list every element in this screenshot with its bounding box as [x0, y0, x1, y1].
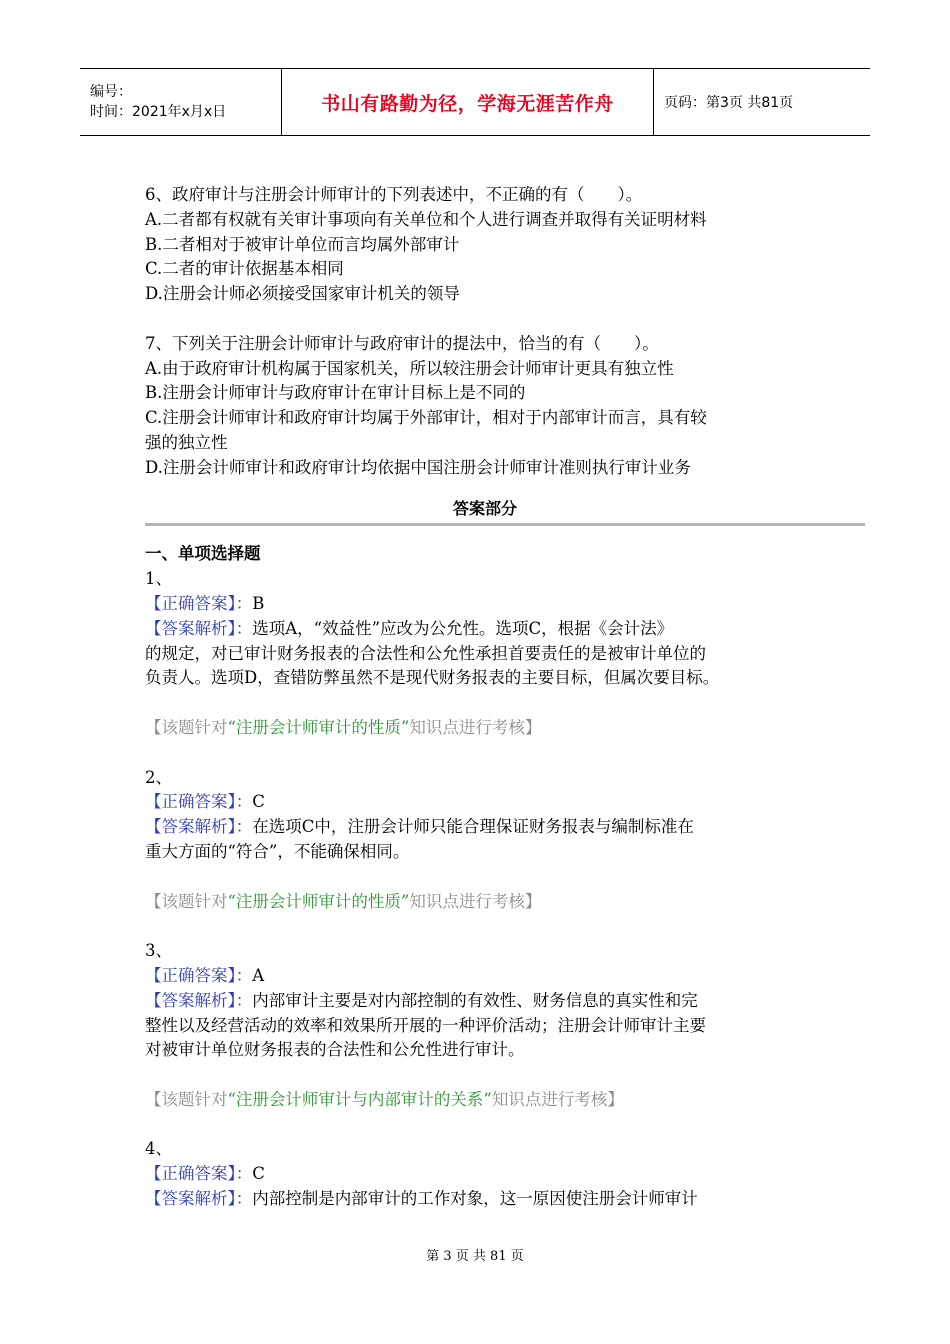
header-left — [80, 69, 282, 135]
number-label: 编号： — [90, 84, 132, 100]
question-option: C.二者的审计依据基本相同 — [145, 259, 344, 279]
analysis-label: 【答案解析】： — [145, 1189, 253, 1209]
note-topic: “注册会计师审计的性质” — [227, 891, 410, 911]
answer-number: 1、 — [145, 569, 172, 589]
motto: 书山有路勤为径，学海无涯苦作舟 — [321, 92, 614, 115]
note-prefix: 【该题针对 — [145, 717, 228, 737]
analysis-label: 【答案解析】： — [145, 990, 253, 1010]
question-option: D.注册会计师审计和政府审计均依据中国注册会计师审计准则执行审计业务 — [145, 457, 691, 477]
question-option: 强的独立性 — [145, 432, 228, 452]
question-option: C.注册会计师审计和政府审计均属于外部审计，相对于内部审计而言，具有较 — [145, 408, 707, 428]
section-divider — [145, 523, 865, 526]
answer-number: 2、 — [145, 767, 172, 787]
answer-number: 3、 — [145, 941, 172, 961]
question-option: D.注册会计师必须接受国家审计机关的领导 — [145, 284, 460, 304]
note-prefix: 【该题针对 — [145, 891, 228, 911]
question-option: A.由于政府审计机构属于国家机关，所以较注册会计师审计更具有独立性 — [145, 358, 674, 378]
correct-answer-label: 【正确答案】： — [145, 965, 253, 985]
analysis-text: 重大方面的“符合”，不能确保相同。 — [145, 841, 410, 861]
answer-section-title: 答案部分 — [452, 498, 517, 518]
page-info: 页码：第3页 共81页 — [664, 95, 794, 111]
analysis-text: 负责人。选项D，查错防弊虽然不是现代财务报表的主要目标，但属次要目标。 — [145, 668, 720, 688]
analysis-text: 的规定，对已审计财务报表的合法性和公允性承担首要责任的是被审计单位的 — [145, 643, 706, 663]
question-option: A.二者都有权就有关审计事项向有关单位和个人进行调查并取得有关证明材料 — [145, 209, 707, 229]
correct-answer-label: 【正确答案】： — [145, 792, 253, 812]
correct-answer: A — [252, 965, 265, 985]
answer-number: 4、 — [145, 1139, 172, 1159]
question-stem: 7、下列关于注册会计师审计与政府审计的提法中，恰当的有（ ）。 — [145, 333, 659, 353]
note-suffix: 知识点进行考核】 — [409, 717, 542, 737]
time-label: 时间：2021年x月x日 — [90, 104, 227, 120]
question-option: B.二者相对于被审计单位而言均属外部审计 — [145, 234, 460, 254]
correct-answer: B — [252, 593, 265, 613]
answer-subtitle: 一、单项选择题 — [145, 544, 261, 564]
correct-answer: C — [252, 792, 265, 812]
analysis-label: 【答案解析】： — [145, 618, 253, 638]
note-topic: “注册会计师审计的性质” — [227, 717, 410, 737]
page-header — [80, 68, 870, 136]
note-prefix: 【该题针对 — [145, 1089, 228, 1109]
analysis-text: 对被审计单位财务报表的合法性和公允性进行审计。 — [145, 1040, 525, 1060]
correct-answer: C — [252, 1164, 265, 1184]
note-topic: “注册会计师审计与内部审计的关系” — [227, 1089, 492, 1109]
note-suffix: 知识点进行考核】 — [409, 891, 542, 911]
analysis-text: 选项A，“效益性”应改为公允性。选项C，根据《会计法》 — [252, 618, 674, 638]
analysis-text: 在选项C中，注册会计师只能合理保证财务报表与编制标准在 — [252, 817, 694, 837]
question-stem: 6、政府审计与注册会计师审计的下列表述中，不正确的有（ ）。 — [145, 185, 643, 204]
page-footer: 第 3 页 共 81 页 — [426, 1249, 524, 1264]
analysis-text: 整性以及经营活动的效率和效果所开展的一种评价活动；注册会计师审计主要 — [145, 1015, 706, 1035]
analysis-label: 【答案解析】： — [145, 817, 253, 837]
correct-answer-label: 【正确答案】： — [145, 593, 253, 613]
analysis-text: 内部审计主要是对内部控制的有效性、财务信息的真实性和完 — [252, 990, 698, 1010]
question-option: B.注册会计师审计与政府审计在审计目标上是不同的 — [145, 383, 526, 403]
analysis-text: 内部控制是内部审计的工作对象，这一原因使注册会计师审计 — [252, 1189, 698, 1209]
note-suffix: 知识点进行考核】 — [491, 1089, 624, 1109]
header-right — [654, 69, 870, 135]
header-middle — [282, 69, 654, 135]
correct-answer-label: 【正确答案】： — [145, 1164, 253, 1184]
document-body — [145, 183, 825, 1212]
